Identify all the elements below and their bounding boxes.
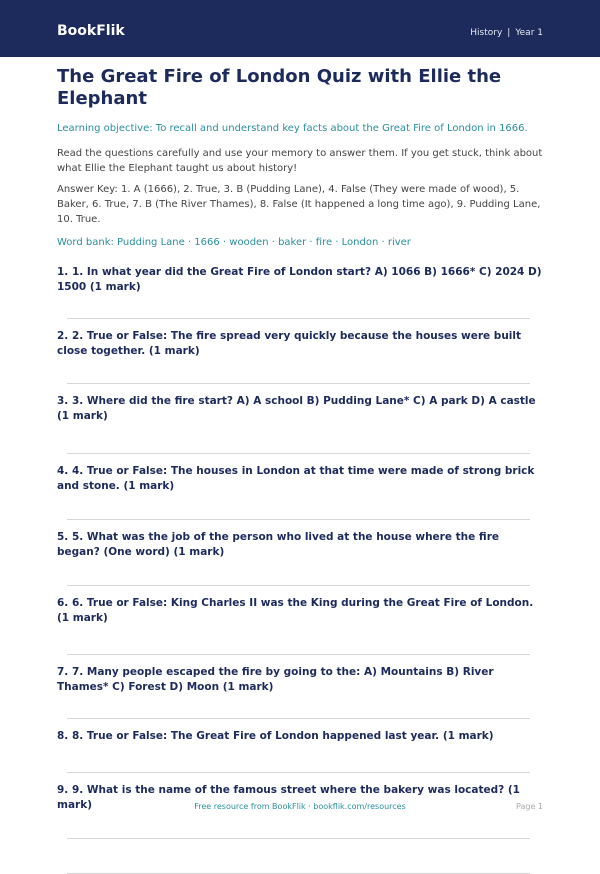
question-4: 4. 4. True or False: The houses in London at that time were made of strong brick and stone. (1 mark) (57, 465, 535, 492)
instructions: Read the questions carefully and use your memory to answer them. If you get stuck, think about what Ellie the Elephant taught us about history! (57, 148, 543, 174)
answer-line-7[interactable] (67, 695, 530, 719)
answer-line-3[interactable] (67, 424, 530, 454)
answer-line-8[interactable] (67, 744, 530, 773)
breadcrumb-year: Year 1 (515, 28, 543, 38)
answer-line-4[interactable] (67, 494, 530, 520)
word-bank: Word bank: Pudding Lane · 1666 · wooden · baker · fire · London · river (57, 237, 411, 248)
footer-text: Free resource from BookFlik · bookflik.com/resources (194, 802, 406, 811)
page-header (0, 0, 600, 57)
answer-line-6[interactable] (67, 626, 530, 655)
page-number: Page 1 (516, 802, 543, 811)
learning-objective: Learning objective: To recall and understand key facts about the Great Fire of London in 1666. (57, 123, 528, 134)
question-8: 8. 8. True or False: The Great Fire of London happened last year. (1 mark) (57, 730, 494, 742)
breadcrumb-separator: | (507, 28, 511, 38)
breadcrumb (470, 27, 543, 39)
page-title: The Great Fire of London Quiz with Ellie the Elephant (57, 66, 502, 109)
question-list (57, 265, 543, 874)
question-2: 2. 2. True or False: The fire spread very quickly because the houses were built close together. (1 mark) (57, 330, 522, 357)
answer-line-2[interactable] (67, 359, 530, 384)
answer-line-5[interactable] (67, 560, 530, 586)
question-6: 6. 6. True or False: King Charles II was the King during the Great Fire of London. (1 mark) (57, 597, 534, 624)
question-1: 1. 1. In what year did the Great Fire of London start? A) 1066 B) 1666* C) 2024 D) 1500 (1 mark) (57, 266, 542, 293)
answer-line-10[interactable] (67, 849, 530, 874)
question-3: 3. 3. Where did the fire start? A) A school B) Pudding Lane* C) A park D) A castle (1 mark) (57, 395, 536, 422)
question-9: 9. 9. What is the name of the famous street where the bakery was located? (1 mark) (57, 784, 520, 811)
answer-line-9[interactable] (67, 813, 530, 839)
worksheet-content (57, 66, 543, 874)
brand-logo: BookFlik (57, 23, 125, 39)
question-5: 5. 5. What was the job of the person who lived at the house where the fire began? (One word) (1 mark) (57, 531, 499, 558)
answer-key: Answer Key: 1. A (1666), 2. True, 3. B (Pudding Lane), 4. False (They were made of wood), 5. Baker, 6. True, 7. B (The River Thames), 8. False (It happened a long time ago), 9. Pudding Lane, 10. True. (57, 184, 541, 225)
answer-line-1[interactable] (67, 295, 530, 319)
breadcrumb-subject: History (470, 28, 503, 38)
question-7: 7. 7. Many people escaped the fire by going to the: A) Mountains B) River Thames* C) Forest D) Moon (1 mark) (57, 666, 494, 693)
